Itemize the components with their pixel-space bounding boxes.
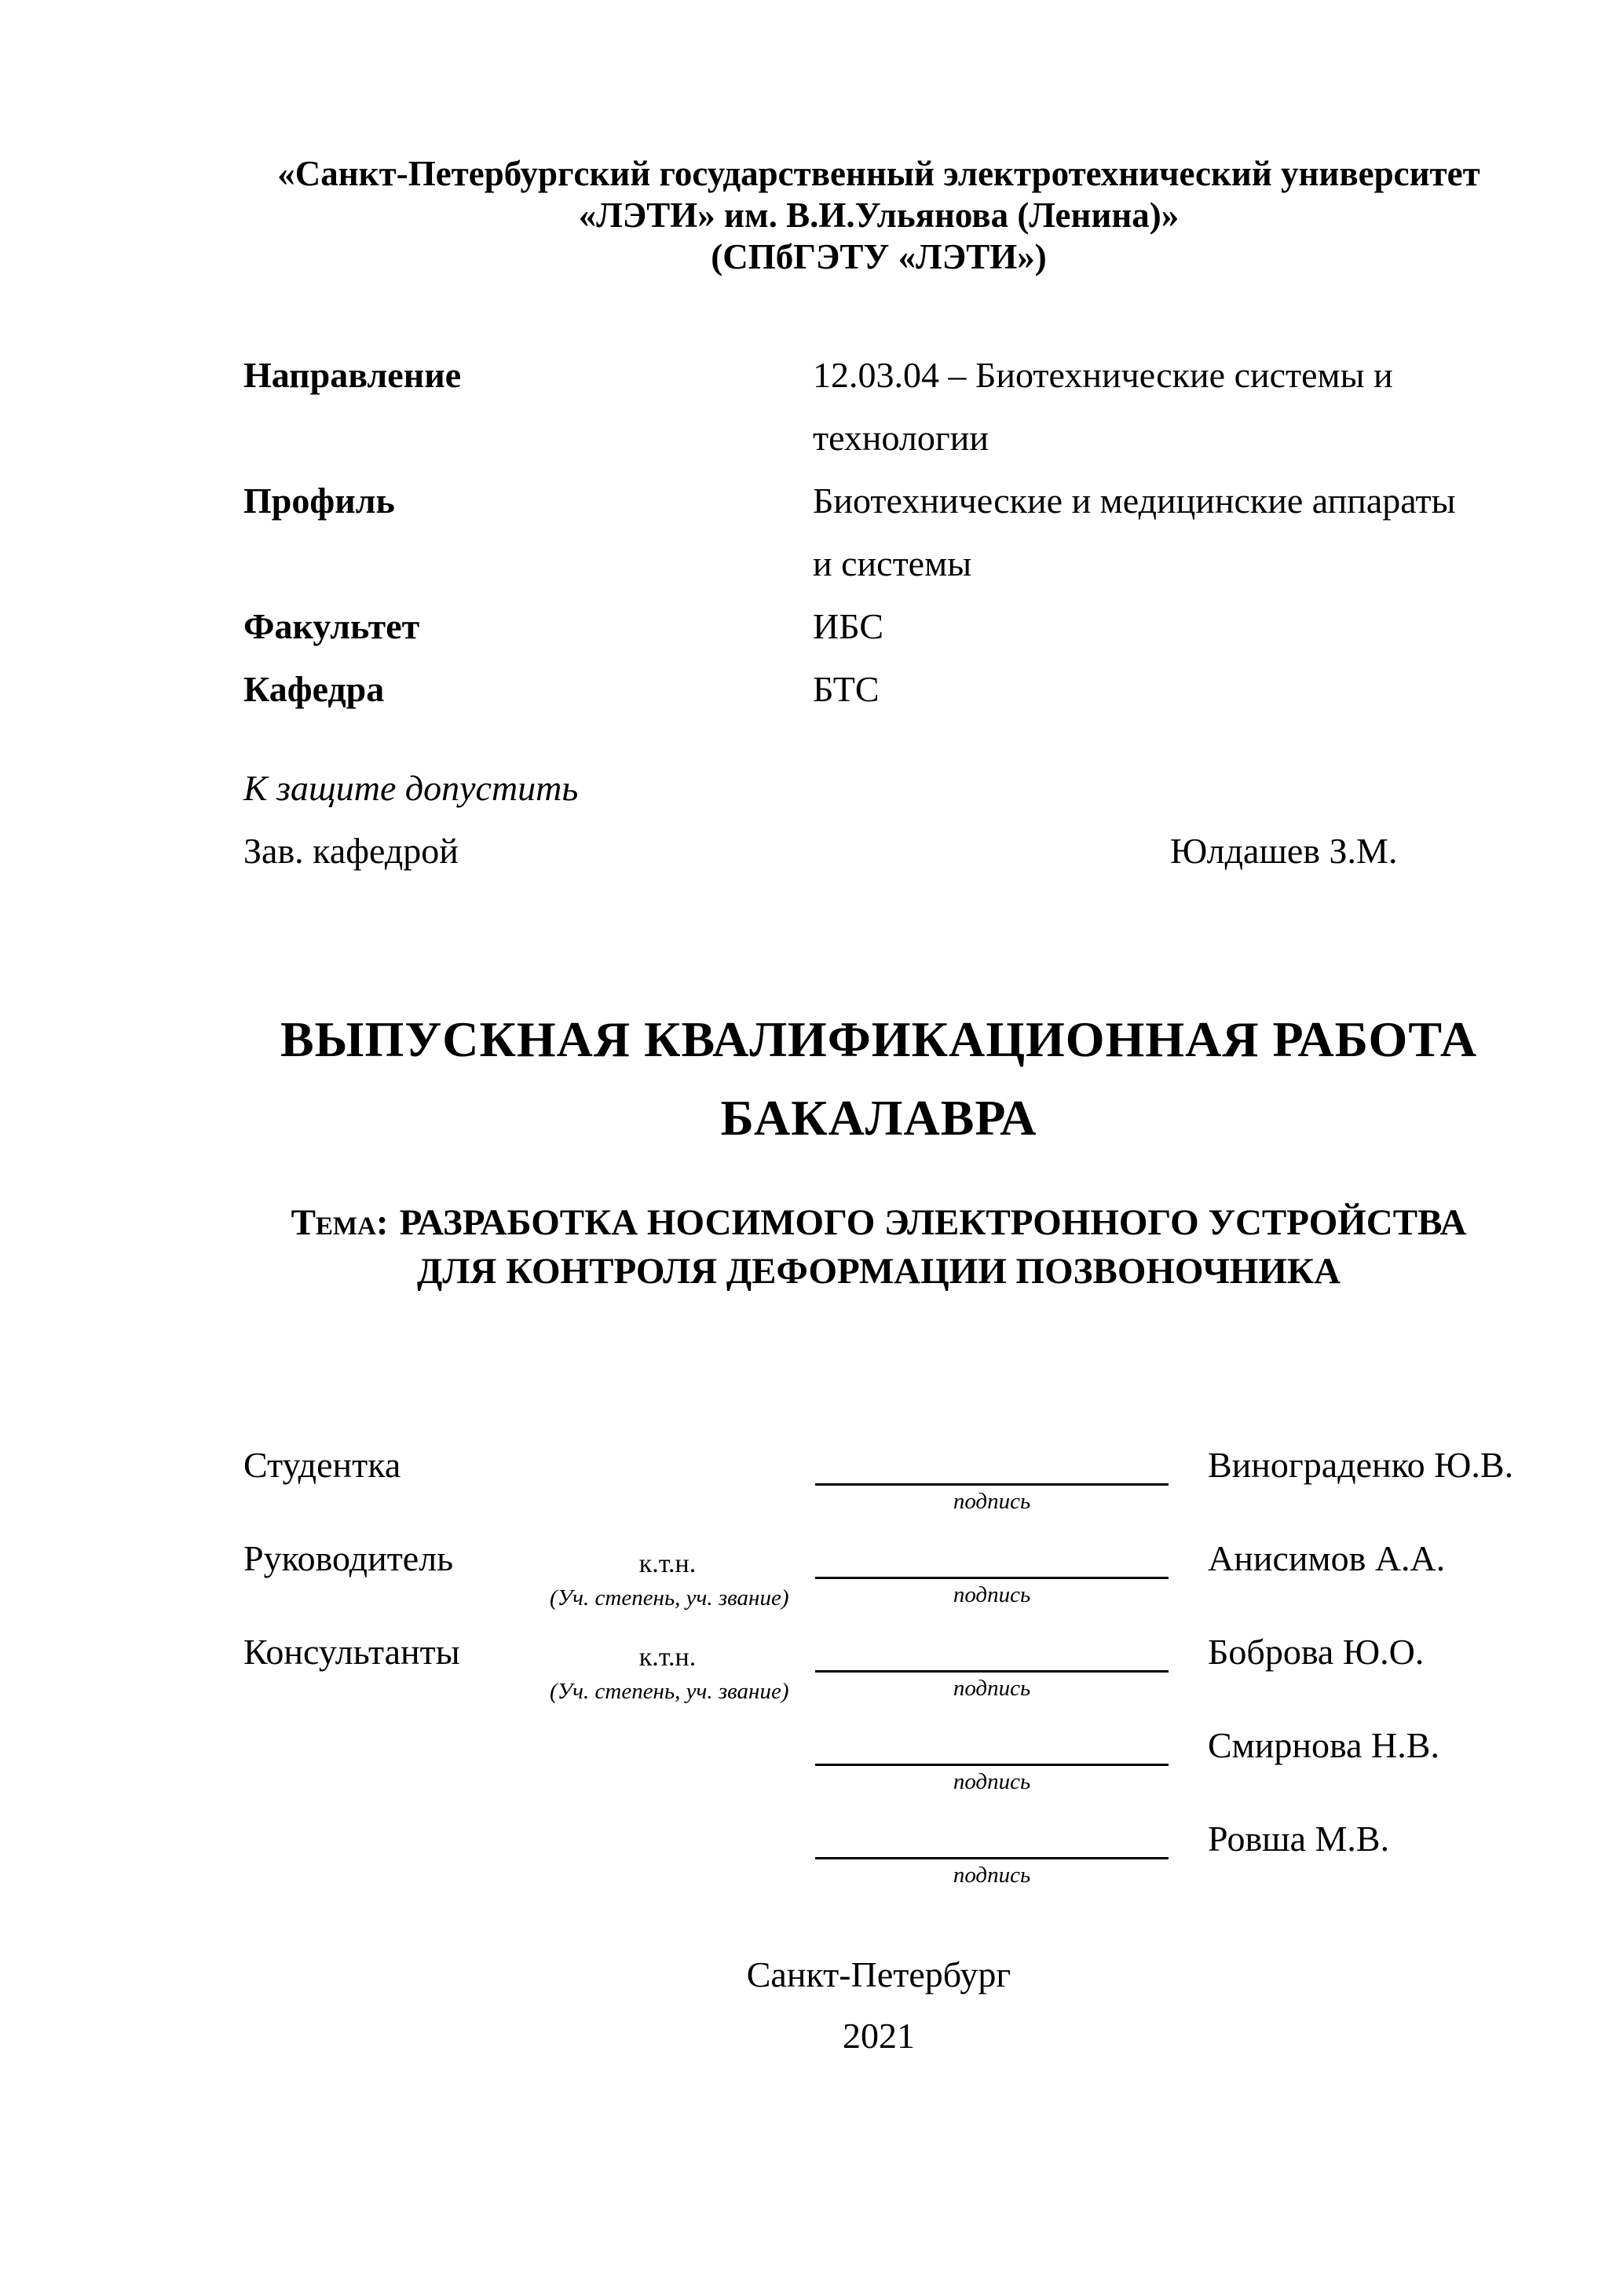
signatures-table xyxy=(243,1437,1514,1897)
admission-note: К защите допустить xyxy=(243,768,579,808)
consultant2-role-label xyxy=(243,1717,550,1766)
consultant2-signature-cell xyxy=(785,1717,1169,1804)
university-name-line2: «ЛЭТИ» им. В.И.Ульянова (Ленина)» xyxy=(578,196,1180,235)
department-value xyxy=(813,658,1514,721)
university-abbreviation: (СПбГЭТУ «ЛЭТИ») xyxy=(711,237,1047,276)
supervisor-degree: к.т.н. xyxy=(638,1549,697,1578)
department-value-line1: БТС xyxy=(813,669,880,709)
department-label: Кафедра xyxy=(243,669,385,709)
supervisor-signature-cell xyxy=(785,1530,1169,1617)
consultant2-signature-caption: подпись xyxy=(953,1769,1031,1794)
consultant1-degree-caption: (Уч. степень, уч. звание) xyxy=(550,1679,789,1704)
faculty-value-line1: ИБС xyxy=(813,606,884,646)
university-header xyxy=(243,153,1514,278)
university-name-line1: «Санкт-Петербургский государственный электротехнический университет xyxy=(277,154,1480,193)
theme-label: Тема: xyxy=(291,1202,389,1243)
consultant1-name-cell xyxy=(1169,1624,1514,1710)
consultant3-degree xyxy=(550,1811,785,1863)
consultant1-degree: к.т.н. xyxy=(638,1643,697,1672)
work-title xyxy=(243,1000,1514,1157)
theme-text-line2: ДЛЯ КОНТРОЛЯ ДЕФОРМАЦИИ ПОЗВОНОЧНИКА xyxy=(417,1251,1341,1292)
consultant1-signature-cell xyxy=(785,1624,1169,1710)
student-degree xyxy=(550,1437,785,1489)
supervisor-name-cell xyxy=(1169,1530,1514,1617)
admission-block xyxy=(243,757,1514,883)
signature-row-consultant-3 xyxy=(243,1811,1514,1897)
signature-row-student xyxy=(243,1437,1514,1523)
consultant2-name-cell xyxy=(1169,1717,1514,1804)
info-row-faculty xyxy=(243,595,1514,658)
supervisor-role-cell xyxy=(243,1530,550,1617)
signature-row-consultant-1 xyxy=(243,1624,1514,1710)
consultant3-degree-caption xyxy=(550,1863,785,1897)
consultant3-signature-caption: подпись xyxy=(953,1863,1031,1888)
student-degree-caption xyxy=(550,1489,785,1523)
supervisor-role-label: Руководитель xyxy=(243,1538,454,1578)
consultant3-role-label xyxy=(243,1811,550,1859)
theme-block xyxy=(243,1198,1514,1296)
signature-row-consultant-2 xyxy=(243,1717,1514,1804)
signature-row-supervisor xyxy=(243,1530,1514,1617)
consultant2-degree-caption xyxy=(550,1769,785,1804)
work-title-line1: ВЫПУСКНАЯ КВАЛИФИКАЦИОННАЯ РАБОТА xyxy=(280,1011,1478,1067)
theme-text-line1: РАЗРАБОТКА НОСИМОГО ЭЛЕКТРОННОГО УСТРОЙСТВА xyxy=(399,1202,1467,1243)
faculty-label: Факультет xyxy=(243,606,420,646)
consultant3-signature-cell xyxy=(785,1811,1169,1897)
profile-value-line2: и системы xyxy=(813,543,972,583)
info-row-direction xyxy=(243,344,1514,470)
info-row-profile xyxy=(243,470,1514,595)
consultant1-name: Боброва Ю.О. xyxy=(1208,1632,1425,1672)
student-signature-caption: подпись xyxy=(953,1489,1031,1514)
profile-label: Профиль xyxy=(243,481,395,521)
supervisor-name: Анисимов А.А. xyxy=(1208,1538,1446,1578)
consultant2-degree xyxy=(550,1717,785,1769)
direction-value-line2: технологии xyxy=(813,418,989,458)
department-head-label: Зав. кафедрой xyxy=(243,831,459,871)
direction-value-line1: 12.03.04 – Биотехнические системы и xyxy=(813,355,1393,395)
direction-value xyxy=(813,344,1514,470)
consultant3-name: Ровша М.В. xyxy=(1208,1819,1390,1859)
supervisor-degree-caption: (Уч. степень, уч. звание) xyxy=(550,1585,789,1610)
department-head-row xyxy=(243,820,1514,883)
consultants-role-cell xyxy=(243,1624,550,1710)
department-head-name: Юлдашев З.М. xyxy=(1170,831,1398,871)
theme-line1 xyxy=(243,1198,1514,1247)
consultant2-name: Смирнова Н.В. xyxy=(1208,1725,1439,1765)
consultant1-degree-cell xyxy=(550,1624,789,1710)
student-role-cell xyxy=(243,1437,550,1523)
student-name: Винограденко Ю.В. xyxy=(1208,1445,1514,1485)
student-signature-cell xyxy=(785,1437,1169,1523)
student-role-label: Студентка xyxy=(243,1445,401,1485)
program-info xyxy=(243,344,1514,721)
direction-label: Направление xyxy=(243,355,462,395)
footer-year: 2021 xyxy=(843,2016,915,2056)
profile-value-line1: Биотехнические и медицинские аппараты xyxy=(813,481,1456,521)
work-title-line2: БАКАЛАВРА xyxy=(720,1090,1037,1146)
student-name-cell xyxy=(1169,1437,1514,1523)
faculty-value xyxy=(813,595,1514,658)
info-row-department xyxy=(243,658,1514,721)
supervisor-signature-caption: подпись xyxy=(953,1582,1031,1607)
supervisor-degree-cell xyxy=(550,1530,789,1617)
consultant3-name-cell xyxy=(1169,1811,1514,1897)
consultants-role-label: Консультанты xyxy=(243,1632,460,1672)
page-footer xyxy=(243,1944,1514,2067)
profile-value xyxy=(813,470,1514,595)
footer-city: Санкт-Петербург xyxy=(746,1954,1011,1994)
student-degree-cell xyxy=(550,1437,785,1523)
consultant1-signature-caption: подпись xyxy=(953,1676,1031,1701)
